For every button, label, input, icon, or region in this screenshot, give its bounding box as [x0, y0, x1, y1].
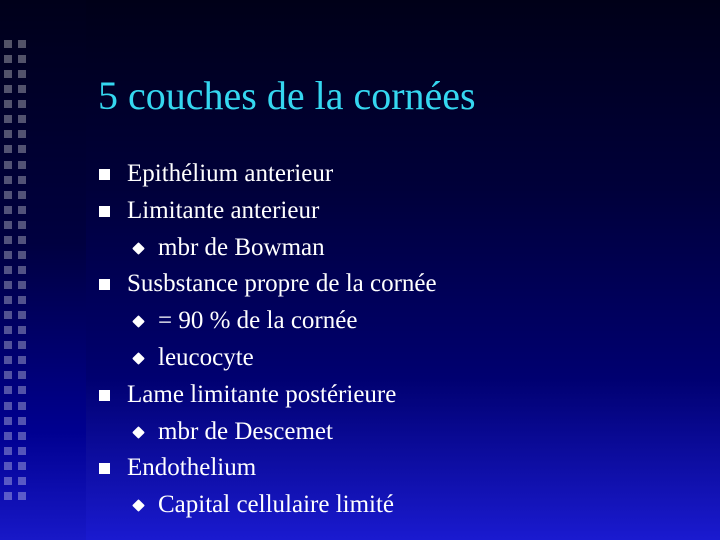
sub-list-item — [0, 230, 720, 267]
sub-list-item — [0, 487, 720, 524]
decorative-dot — [18, 130, 26, 138]
decorative-dot — [4, 85, 12, 93]
decorative-dot — [4, 145, 12, 153]
slide-title: 5 couches de la cornées — [98, 73, 476, 118]
list-item-text: Limitante anterieur — [127, 196, 320, 224]
diamond-bullet-icon — [132, 315, 145, 328]
list-item — [0, 266, 720, 303]
list-item-text: Susbstance propre de la cornée — [127, 270, 437, 298]
decorative-dot — [18, 55, 26, 63]
square-bullet-icon — [99, 206, 110, 217]
diamond-bullet-icon — [132, 352, 145, 365]
diamond-bullet-icon — [132, 499, 145, 512]
sub-list-item — [0, 414, 720, 451]
sub-list-item-text: mbr de Bowman — [158, 233, 325, 261]
decorative-dot — [18, 145, 26, 153]
decorative-dot — [18, 115, 26, 123]
decorative-dot — [4, 100, 12, 108]
diamond-bullet-icon — [132, 426, 145, 439]
square-bullet-icon — [99, 169, 110, 180]
list-item — [0, 377, 720, 414]
list-item-text: Epithélium anterieur — [127, 160, 334, 187]
list-item — [0, 193, 720, 230]
decorative-dot — [4, 40, 12, 48]
sub-list-item — [0, 340, 720, 377]
diamond-bullet-icon — [132, 242, 145, 255]
decorative-dot — [4, 130, 12, 138]
list-item — [0, 450, 720, 487]
square-bullet-icon — [99, 390, 110, 401]
sub-list-item-text: Capital cellulaire limité — [158, 491, 395, 519]
sub-list-item-text: mbr de Descemet — [158, 417, 333, 445]
list-item — [0, 156, 720, 193]
square-bullet-icon — [99, 463, 110, 474]
decorative-dot — [18, 70, 26, 78]
bullet-list — [0, 156, 720, 524]
decorative-dot — [18, 85, 26, 93]
decorative-dot — [18, 100, 26, 108]
sub-list-item — [0, 303, 720, 340]
decorative-dot — [4, 55, 12, 63]
sub-list-item-text: leucocyte — [158, 343, 254, 371]
decorative-dot — [4, 70, 12, 78]
decorative-dot — [4, 115, 12, 123]
decorative-dot — [18, 40, 26, 48]
sub-list-item-text: = 90 % de la cornée — [158, 307, 358, 335]
list-item-text: Lame limitante postérieure — [127, 380, 397, 408]
list-item-text: Endothelium — [127, 454, 257, 482]
square-bullet-icon — [99, 279, 110, 290]
